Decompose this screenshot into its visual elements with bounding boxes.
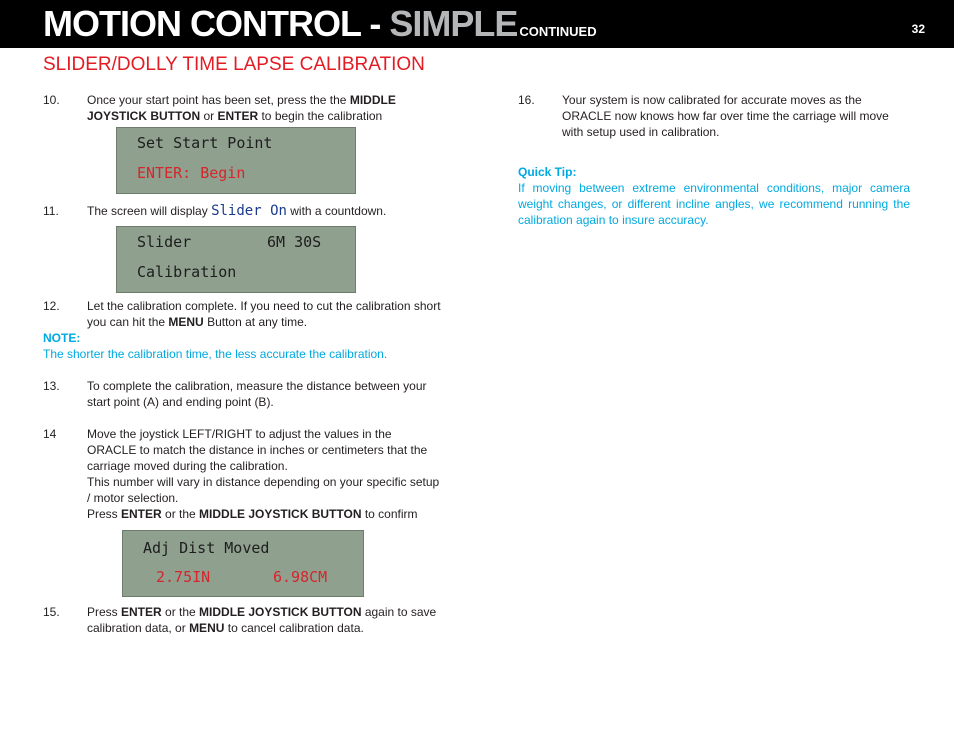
lcd-screen-calibration (116, 226, 356, 293)
lcd-screen-start (116, 127, 356, 194)
header-bar (0, 0, 954, 48)
title-suffix: CONTINUED (519, 24, 597, 39)
step-number: 15. (43, 605, 60, 619)
step-number: 16. (518, 93, 535, 107)
step-14 (43, 426, 443, 522)
step-number: 12. (43, 299, 60, 313)
lcd-line: Set Start Point (137, 134, 273, 152)
lcd-line: Slider (137, 233, 192, 251)
lcd-value-cm: 6.98CM (273, 568, 328, 586)
step-15 (43, 604, 443, 636)
lcd-line: Calibration (137, 263, 237, 281)
step-11 (43, 203, 443, 219)
step-number: 11. (43, 204, 59, 218)
lcd-value-inches: 2.75IN (156, 568, 211, 586)
step-text: Press ENTER or the MIDDLE JOYSTICK BUTTON to confirm (87, 507, 418, 521)
right-column (518, 92, 910, 228)
step-text: Move the joystick LEFT/RIGHT to adjust the values in the ORACLE to match the distance in inches or centimeters that the carriage moved during the calibration. (87, 427, 428, 473)
step-16 (518, 92, 910, 140)
page-number: 32 (911, 22, 925, 36)
step-text: The screen will display Slider On with a countdown. (87, 203, 387, 219)
step-10 (43, 92, 443, 124)
tip-title: Quick Tip: (518, 165, 577, 179)
step-number: 14 (43, 427, 57, 441)
inline-lcd-text: Slider On (211, 203, 287, 219)
step-text: This number will vary in distance depending on your specific setup / motor selection. (87, 475, 440, 505)
lcd-screen-distance (122, 530, 364, 597)
step-text: Your system is now calibrated for accurate moves as the ORACLE now knows how far over time the carriage will move with setup used in calibration. (562, 93, 889, 139)
tip-text: If moving between extreme environmental conditions, major camera weight changes, or different incline angles, we recommend running the calibration again to insure accuracy. (518, 181, 910, 227)
section-title: SLIDER/DOLLY TIME LAPSE CALIBRATION (43, 54, 425, 75)
lcd-line: ENTER: Begin (137, 164, 246, 182)
lcd-line: Adj Dist Moved (143, 539, 270, 557)
step-12 (43, 298, 443, 330)
title-accent: SIMPLE (389, 3, 518, 44)
note-title: NOTE: (43, 331, 81, 345)
step-number: 13. (43, 379, 60, 393)
step-13 (43, 378, 443, 410)
step-number: 10. (43, 93, 60, 107)
left-column (43, 92, 443, 636)
page-title: MOTION CONTROL - SIMPLE CONTINUED (43, 3, 597, 44)
note-text: The shorter the calibration time, the less accurate the calibration. (43, 347, 388, 361)
step-text: Once your start point has been set, press the the MIDDLE JOYSTICK BUTTON or ENTER to begin the calibration (87, 93, 396, 123)
lcd-line: 6M 30S (267, 233, 322, 251)
step-text: To complete the calibration, measure the distance between your start point (A) and ending point (B). (87, 379, 427, 409)
step-text: Press ENTER or the MIDDLE JOYSTICK BUTTON again to save calibration data, or MENU to cancel calibration data. (87, 605, 437, 635)
step-text: Let the calibration complete. If you need to cut the calibration short you can hit the MENU Button at any time. (87, 299, 441, 329)
